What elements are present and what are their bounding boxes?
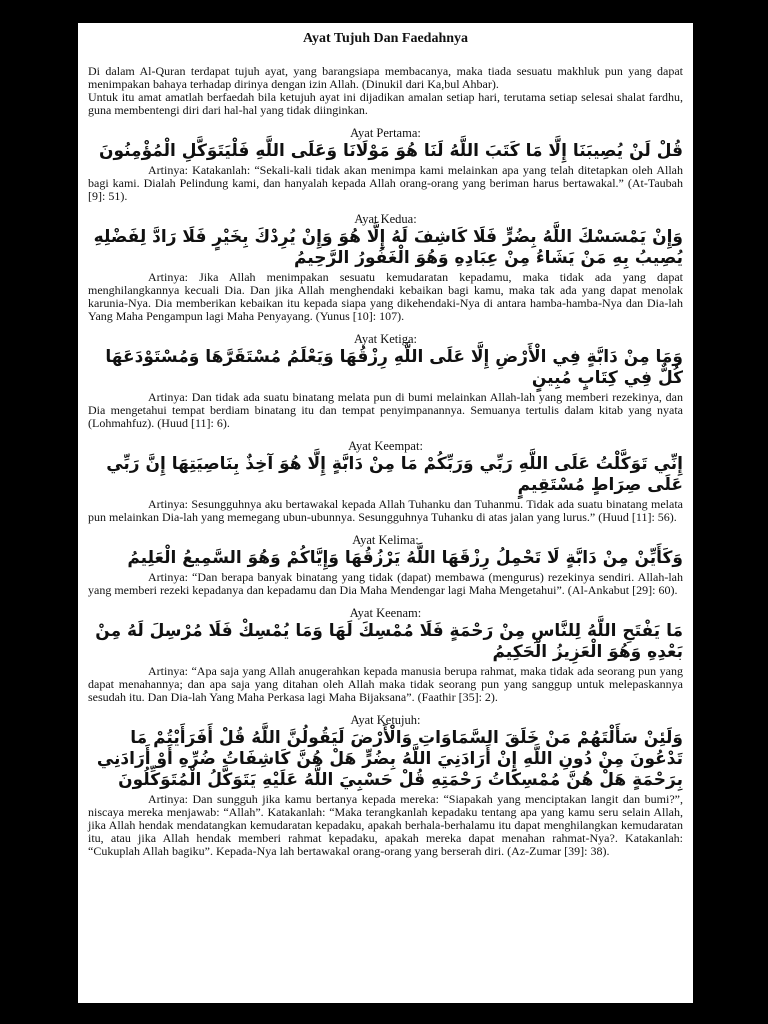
ayat-section-4 [88, 440, 683, 524]
intro-paragraph: Untuk itu amat amatlah berfaedah bila ketujuh ayat ini dijadikan amalan setiap hari, terutama setiap selesai shalat fardhu, guna membentengi diri dari hal-hal yang tidak diinginkan. [88, 90, 683, 117]
verse-translation: Artinya: “Dan berapa banyak binatang yang tidak (dapat) membawa (mengurus) rezekinya sendiri. Allah-lah yang memberi rezeki kepadanya dan kepadamu dan Dia Maha Mendengar lagi Maha Mengetahui”. (Al-Ankabut [29]: 60). [88, 570, 683, 597]
arabic-verse: مَا يَفْتَحِ اللَّهُ لِلنَّاسِ مِنْ رَحْمَةٍ فَلَا مُمْسِكَ لَهَا وَمَا يُمْسِكْ فَلَا مُرْسِلَ لَهُ مِنْ بَعْدِهِ وَهُوَ الْعَزِيزُ الْحَكِيمُ [95, 621, 683, 662]
ayat-heading: Ayat Pertama: [350, 126, 421, 140]
intro-paragraph: Di dalam Al-Quran terdapat tujuh ayat, yang barangsiapa membacanya, maka tiada sesuatu makhluk pun yang dapat menimpakan bahaya terhadap dirinya dengan izin Allah. (Dinukil dari Ka,bul Ahbar). [88, 64, 683, 91]
verse-translation: Artinya: Jika Allah menimpakan sesuatu kemudaratan kepadamu, maka tidak ada yang dapat menghilangkannya kecuali Dia. Dan jika Allah menghendaki kebaikan bagi kamu, maka tak ada yang dapat menolak karunia-Nya. Dia memberikan kebaikan itu kepada siapa yang dikehendaki-Nya di antara hamba-hamba-Nya dan Dia-lah Yang Maha Pengampun lagi Maha Penyayang. (Yunus [10]: 107). [88, 270, 683, 323]
intro-section [88, 65, 683, 117]
verse-translation: Artinya: Katakanlah: “Sekali-kali tidak akan menimpa kami melainkan apa yang telah ditetapkan oleh Allah bagi kami. Dialah Pelindung kami, dan hanyalah kepada Allah orang-orang yang beriman harus bertawakal.” (At-Taubah [9]: 51). [88, 163, 683, 203]
ayat-heading: Ayat Ketujuh: [350, 713, 421, 727]
ayat-heading: Ayat Keenam: [349, 606, 422, 620]
arabic-verse: وَكَأَيِّنْ مِنْ دَابَّةٍ لَا تَحْمِلُ رِزْقَهَا اللَّهُ يَرْزُقُهَا وَإِيَّاكُمْ وَهُوَ السَّمِيعُ الْعَلِيمُ [127, 548, 683, 568]
ayat-section-7 [88, 714, 683, 858]
verse-translation: Artinya: Dan sungguh jika kamu bertanya kepada mereka: “Siapakah yang menciptakan langit dan bumi?”, niscaya mereka menjawab: “Allah”. Katakanlah: “Maka terangkanlah kepadaku tentang apa yang kamu seru selain Allah, jika Allah hendak mendatangkan kemudaratan kepadaku, apakah berhala-berhalamu itu dapat menghilangkan kemudaratan itu, atau jika Allah hendak memberi rahmat kepadaku, apakah mereka dapat menahan rahmat-Nya?. Katakanlah: “Cukuplah Allah bagiku”. Kepada-Nya lah bertawakal orang-orang yang berserah diri. (Az-Zumar [39]: 38). [88, 792, 683, 858]
ayat-section-5 [88, 534, 683, 597]
page-title: Ayat Tujuh Dan Faedahnya [302, 31, 469, 46]
verse-translation: Artinya: Dan tidak ada suatu binatang melata pun di bumi melainkan Allah-lah yang memberi rezekinya, dan Dia mengetahui tempat berdiam binatang itu dan tempat penyimpanannya. Semuanya tertulis dalam kitab yang nyata (Lohmahfuz). (Huud [11]: 6). [88, 390, 683, 430]
ayat-section-2 [88, 213, 683, 323]
verse-translation: Artinya: “Apa saja yang Allah anugerahkan kepada manusia berupa rahmat, maka tidak ada seorang pun yang dapat menahannya; dan apa saja yang ditahan oleh Allah maka tidak seorang pun yang sanggup untuk melepaskannya sesudah itu. Dan Dia-lah Yang Maha Perkasa lagi Maha Bijaksana”. (Faathir [35]: 2). [88, 664, 683, 704]
ayat-section-6 [88, 607, 683, 704]
arabic-verse: وَمَا مِنْ دَابَّةٍ فِي الْأَرْضِ إِلَّا عَلَى اللَّهِ رِزْقُهَا وَيَعْلَمُ مُسْتَقَرَّهَا وَمُسْتَوْدَعَهَا كُلٌّ فِي كِتَابٍ مُبِينٍ [105, 347, 683, 388]
ayat-heading: Ayat Ketiga: [353, 332, 418, 346]
arabic-verse: إِنِّي تَوَكَّلْتُ عَلَى اللَّهِ رَبِّي وَرَبِّكُمْ مَا مِنْ دَابَّةٍ إِلَّا هُوَ آخِذٌ بِنَاصِيَتِهَا إِنَّ رَبِّي عَلَى صِرَاطٍ مُسْتَقِيمٍ [106, 454, 683, 495]
arabic-verse: وَلَئِنْ سَأَلْتَهُمْ مَنْ خَلَقَ السَّمَاوَاتِ وَالْأَرْضَ لَيَقُولُنَّ اللَّهُ قُلْ أَفَرَأَيْتُمْ مَا تَدْعُونَ مِنْ دُونِ اللَّهِ إِنْ أَرَادَنِيَ اللَّهُ بِضُرٍّ هَلْ هُنَّ كَاشِفَاتُ ضُرِّهِ أَوْ أَرَادَنِي بِرَحْمَةٍ هَلْ هُنَّ مُمْسِكَاتُ رَحْمَتِهِ قُلْ حَسْبِيَ اللَّهُ عَلَيْهِ يَتَوَكَّلُ الْمُتَوَكِّلُونَ [96, 728, 683, 790]
verse-translation: Artinya: Sesungguhnya aku bertawakal kepada Allah Tuhanku dan Tuhanmu. Tidak ada suatu binatang melata pun melainkan Dia-lah yang memegang ubun-ubunnya. Sesungguhnya Tuhanku di atas jalan yang lurus.” (Huud [11]: 56). [88, 497, 683, 524]
arabic-verse: وَإِنْ يَمْسَسْكَ اللَّهُ بِضُرٍّ فَلَا كَاشِفَ لَهُ إِلَّا هُوَ وَإِنْ يُرِدْكَ بِخَيْرٍ فَلَا رَادَّ لِفَضْلِهِ يُصِيبُ بِهِ مَنْ يَشَاءُ مِنْ عِبَادِهِ وَهُوَ الْغَفُورُ الرَّحِيمُ [93, 227, 683, 268]
ayat-heading: Ayat Keempat: [348, 439, 423, 453]
ayat-section-1 [88, 127, 683, 203]
ayat-section-3 [88, 333, 683, 430]
document-page [78, 23, 693, 1003]
arabic-verse: قُلْ لَنْ يُصِيبَنَا إِلَّا مَا كَتَبَ اللَّهُ لَنَا هُوَ مَوْلَانَا وَعَلَى اللَّهِ فَلْيَتَوَكَّلِ الْمُؤْمِنُونَ [98, 141, 683, 161]
ayat-heading: Ayat Kedua: [354, 212, 417, 226]
ayat-heading: Ayat Kelima: [352, 533, 419, 547]
